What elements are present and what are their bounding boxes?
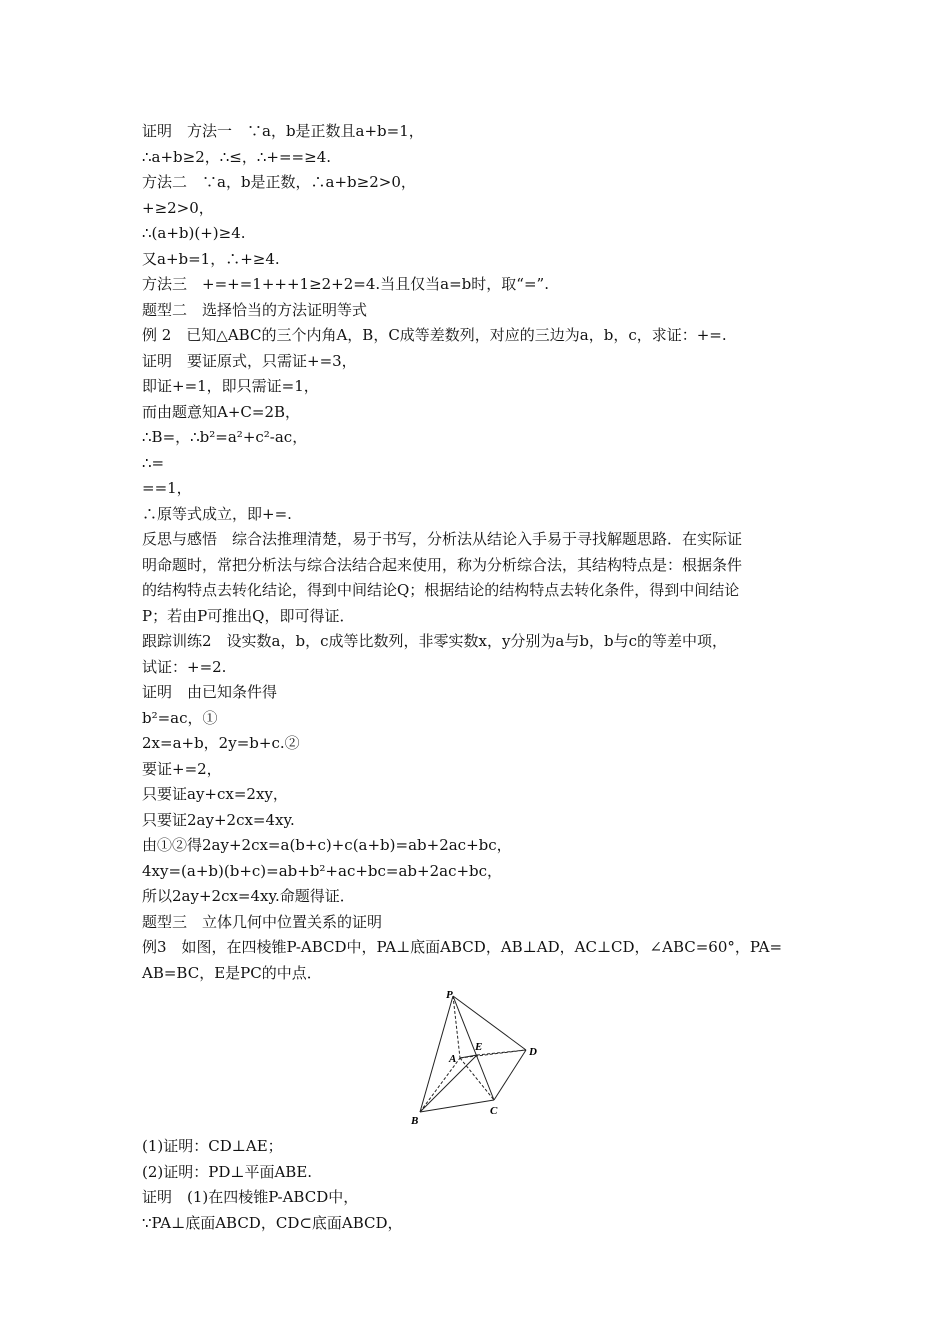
pyramid-figure (142, 988, 822, 1130)
text-line: 证明 要证原式，只需证+=3， (142, 351, 357, 370)
edge-ba (420, 1058, 460, 1112)
vertex-label-c: C (490, 1105, 498, 1117)
text-line: 证明 (1)在四棱锥P-ABCD中， (142, 1188, 359, 1206)
section-heading: 题型三 立体几何中位置关系的证明 (142, 912, 383, 931)
text-line: 方法三 +=+=1+++1≥2+2=4.当且仅当a=b时，取“=”. (142, 275, 549, 293)
equation-line: 2x=a+b，2y=b+c.② (142, 734, 300, 752)
exercise-statement: 跟踪训练2 设实数a，b，c成等比数列，非零实数x，y分别为a与b，b与c的等差中项， (142, 632, 727, 650)
example-statement: 例3 如图，在四棱锥P-ABCD中，PA⊥底面ABCD，AB⊥AD，AC⊥CD，∠ABC=60°，PA= (142, 938, 783, 956)
edge-ad (460, 1050, 526, 1058)
reflection-paragraph-line: 反思与感悟 综合法推理清楚，易于书写，分析法从结论入手易于寻找解题思路．在实际证 (142, 530, 743, 548)
vertex-label-d: D (529, 1046, 537, 1058)
text-line: 而由题意知A+C=2B， (142, 402, 301, 421)
example-statement: 例 2 已知△ABC的三个内角A，B，C成等差数列，对应的三边为a，b，c，求证：+=. (142, 326, 727, 344)
reflection-paragraph-line: 明命题时，常把分析法与综合法结合起来使用，称为分析综合法，其结构特点是：根据条件 (142, 555, 743, 574)
section-heading: 题型二 选择恰当的方法证明等式 (142, 300, 368, 319)
vertex-label-e: E (475, 1041, 483, 1053)
question-line: (1)证明：CD⊥AE； (142, 1137, 283, 1155)
text-line: 证明 方法一 ∵a，b是正数且a+b=1， (142, 122, 424, 140)
edge-ac (460, 1058, 494, 1100)
text-line: 证明 由已知条件得 (142, 683, 278, 701)
exercise-statement: 试证：+=2. (142, 657, 227, 676)
example-statement: AB=BC，E是PC的中点． (142, 963, 322, 982)
text-line: 即证+=1，即只需证=1， (142, 377, 319, 395)
text-line: ∵PA⊥底面ABCD，CD⊂底面ABCD， (142, 1213, 403, 1232)
document-page (142, 119, 822, 1236)
text-line: 只要证2ay+2cx=4xy. (142, 810, 295, 829)
text-line: ∴a+b≥2，∴≤，∴+==≥4. (142, 147, 332, 166)
text-line: 方法二 ∵a，b是正数，∴a+b≥2>0， (142, 173, 416, 191)
text-line: 要证+=2， (142, 759, 222, 778)
equation-line: b²=ac，① (142, 708, 218, 727)
text-line: ∴B=，∴b²=a²+c²-ac， (142, 428, 308, 446)
equation-line: 由①②得2ay+2cx=a(b+c)+c(a+b)=ab+2ac+bc， (142, 836, 512, 854)
vertex-label-b: B (411, 1115, 419, 1127)
text-line: ∴(a+b)(+)≥4. (142, 224, 246, 242)
reflection-paragraph-line: P；若由P可推出Q，即可得证． (142, 606, 355, 625)
edge-bc (420, 1100, 494, 1112)
text-line: ∴原等式成立，即+=. (142, 504, 292, 523)
reflection-paragraph-line: 的结构特点去转化结论，得到中间结论Q；根据结论的结构特点去转化条件，得到中间结论 (142, 581, 740, 599)
question-line: (2)证明：PD⊥平面ABE. (142, 1162, 313, 1181)
edge-cd (494, 1050, 526, 1100)
text-line: ==1， (142, 479, 192, 497)
vertex-label-a: A (449, 1053, 457, 1065)
text-line: 只要证ay+cx=2xy， (142, 785, 288, 803)
text-line: 又a+b=1，∴+≥4. (142, 249, 280, 268)
text-line: 所以2ay+2cx=4xy.命题得证． (142, 887, 355, 905)
text-line: ∴= (142, 453, 165, 472)
vertex-label-p: P (446, 989, 453, 1001)
equation-line: 4xy=(a+b)(b+c)=ab+b²+ac+bc=ab+2ac+bc， (142, 861, 503, 880)
text-line: +≥2>0， (142, 198, 214, 217)
pyramid-diagram (408, 988, 548, 1128)
